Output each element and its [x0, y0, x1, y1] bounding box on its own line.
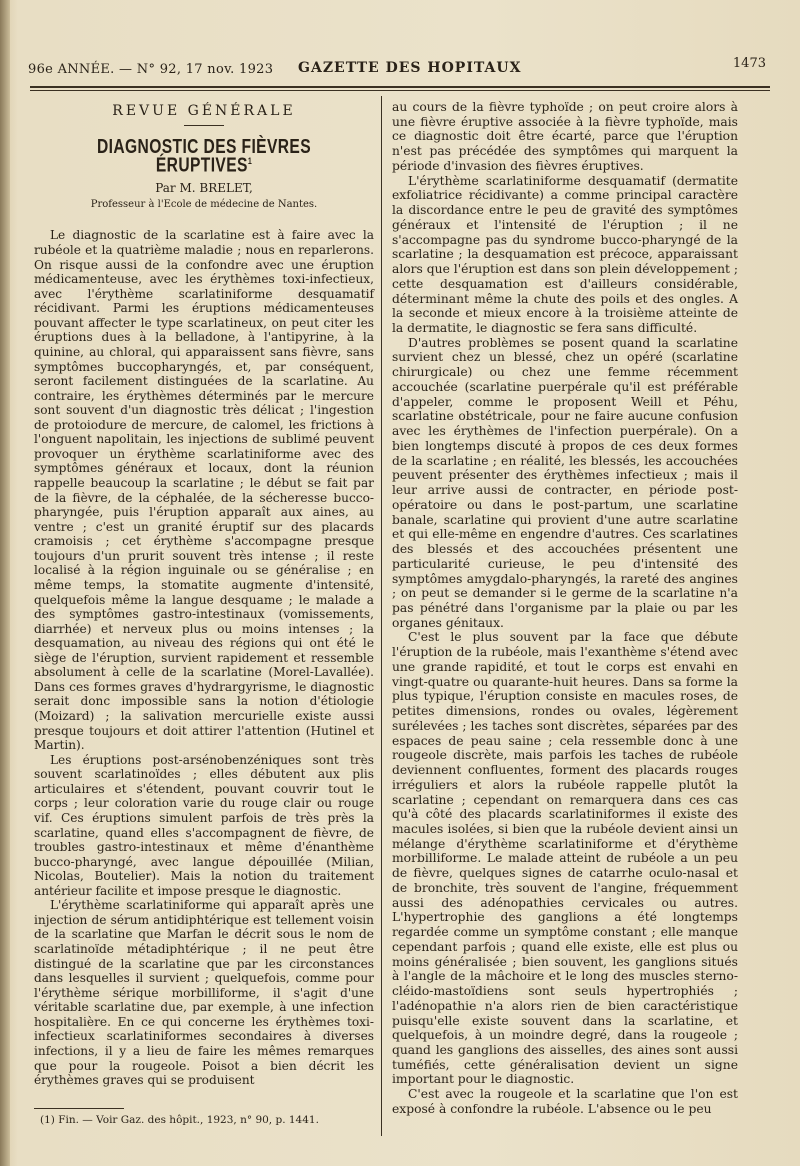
- footnote: (1) Fin. — Voir Gaz. des hôpit., 1923, n° 90, p. 1441.: [40, 1114, 319, 1126]
- section-title: REVUE GÉNÉRALE: [112, 103, 296, 119]
- paragraph: Le diagnostic de la scarlatine est à faire avec la rubéole et la quatrième maladie ; nous en reparlerons. On risque aussi de la confondre avec une éruption médicamenteuse, avec les érythèmes toxi-infectieux, avec l'érythème scarlatiniforme desquamatif récidivant. Parmi les éruptions médicamenteuses pouvant affecter le type scarlatineux, on peut citer les éruptions dues à la belladone, à l'antipyrine, à la quinine, au chloral, qui apparaissent sans fièvre, sans symptômes buccopharyngés, et, par conséquent, seront facilement distinguées de la scarlatine. Au contraire, les érythèmes déterminés par le mercure sont souvent d'un diagnostic très délicat ; l'ingestion de protoiodure de mercure, de calomel, les frictions à l'onguent napolitain, les injections de sublimé peuvent provoquer un érythème scarlatiniforme avec des symptômes généraux et locaux, dont la réunion rappelle beaucoup la scarlatine ; le début se fait par de la fièvre, de la céphalée, de la sécheresse bucco-pharyngée, puis l'éruption apparaît aux aines, au ventre ; c'est un granité éruptif sur des placards cramoisis ; cet érythème s'accompagne presque toujours d'un prurit souvent très intense ; il reste localisé à la région inguinale ou se généralise ; en même temps, la stomatite augmente d'intensité, quelquefois même la langue desquame ; le malade a des symptômes gastro-intestinaux (vomissements, diarrhée) et nerveux plus ou moins intenses ; la desquamation, au niveau des régions qui ont été le siège de l'éruption, survient rapidement et ressemble absolument à celle de la scarlatine (Morel-Lavallée). Dans ces formes graves d'hydrargyrisme, le diagnostic serait donc impossible sans la notion d'étiologie (Moizard) ; la salivation mercurielle existe aussi presque toujours et doit attirer l'attention (Hutinel et Martin).: [34, 228, 374, 753]
- author: Par M. BRELET,: [155, 181, 253, 196]
- article-title-text: DIAGNOSTIC DES FIÈVRES ÉRUPTIVES: [96, 135, 312, 177]
- journal-name: GAZETTE DES HOPITAUX: [298, 60, 522, 76]
- paragraph: D'autres problèmes se posent quand la scarlatine survient chez un blessé, chez un opéré (scarlatine chirurgicale) ou chez une femme récemment accouchée (scarlatine puerpérale qu'il est préférable d'appeler, comme le proposent Weill et Péhu, scarlatine obstétricale, pour ne faire aucune confusion avec les érythèmes de l'infection puerpérale). On a bien longtemps discuté à propos de ces deux formes de la scarlatine ; en réalité, les blessés, les accouchées peuvent présenter des érythèmes infectieux ; mais il leur arrive aussi de contracter, en période post-opératoire ou dans le post-partum, une scarlatine banale, scarlatine qui provient d'une autre scarlatine et qui elle-même en engendre d'autres. Ces scarlatines des blessés et des accouchées présentent une particularité curieuse, le peu d'intensité des symptômes amygdalo-pharyngés, la rareté des angines ; on peut se demander si le germe de la scarlatine n'a pas pénétré dans l'organisme par la plaie ou par les organes génitaux.: [392, 335, 738, 630]
- paragraph: L'érythème scarlatiniforme desquamatif (dermatite exfoliatrice récidivante) a comme principal caractère la discordance entre le peu de gravité des symptômes généraux et l'intensité de l'éruption ; il ne s'accompagne pas du syndrome bucco-pharyngé de la scarlatine ; la desquamation est précoce, apparaissant alors que l'éruption est dans son plein développement ; cette desquamation est d'ailleurs considérable, déterminant même la chute des poils et des ongles. A la seconde et mieux encore à la troisième atteinte de la dermatite, le diagnostic se fera sans difficulté.: [392, 173, 738, 336]
- paragraph: C'est le plus souvent par la face que débute l'éruption de la rubéole, mais l'exanthème s'étend avec une grande rapidité, et tout le corps est envahi en vingt-quatre ou quarante-huit heures. Dans sa forme la plus typique, l'éruption consiste en macules roses, de petites dimensions, rondes ou ovales, légèrement surélevées ; les taches sont discrètes, séparées par des espaces de peau saine ; cela ressemble donc à une rougeole discrète, mais parfois les taches de rubéole deviennent confluentes, forment des placards rouges irréguliers et alors la rubéole rappelle plutôt la scarlatine ; cependant on remarquera dans ces cas qu'à côté des placards scarlatiniformes il existe des macules isolées, si bien que la rubéole devient ainsi un mélange d'érythème scarlatiniforme et d'érythème morbilliforme. Le malade atteint de rubéole a un peu de fièvre, quelques signes de catarrhe oculo-nasal et de bronchite, très souvent de l'angine, fréquemment aussi des adénopathies cervicales ou autres. L'hypertrophie des ganglions a été longtemps regardée comme un symptôme constant ; elle manque cependant parfois ; quand elle existe, elle est plus ou moins généralisée ; bien souvent, les ganglions situés à l'angle de la mâchoire et le long des muscles sterno-cléido-mastoïdiens sont seuls hypertrophiés ; l'adénopathie n'a alors rien de bien caractéristique puisqu'elle existe souvent dans la scarlatine, et quelquefois, à un moindre degré, dans la rougeole ; quand les ganglions des aisselles, des aines sont aussi tuméfiés, cette généralisation devient un signe important pour le diagnostic.: [392, 630, 738, 1087]
- header-rule-thin: [30, 90, 770, 91]
- author-affiliation: Professeur à l'Ecole de médecine de Nantes.: [90, 198, 318, 210]
- issue-info: 96e ANNÉE. — N° 92, 17 nov. 1923: [28, 62, 274, 77]
- left-column: [34, 100, 374, 1088]
- article-title: [71, 135, 336, 177]
- paragraph: C'est avec la rougeole et la scarlatine que l'on est exposé à confondre la rubéole. L'absence ou le peu: [392, 1087, 738, 1116]
- header-rule: [30, 86, 770, 88]
- paragraph: L'érythème scarlatiniforme qui apparaît après une injection de sérum antidiphtérique est tellement voisin de la scarlatine que Marfan le décrit sous le nom de scarlatinoïde métadiphtérique ; il ne peut être distingué de la scarlatine que par les circonstances dans lesquelles il survient ; quelquefois, comme pour l'érythème sérique morbilliforme, il s'agit d'une véritable scarlatine due, par exemple, à une infection hospitalière. En ce qui concerne les érythèmes toxi-infectieux scarlatiniformes secondaires à diverses infections, il y a lieu de faire les mêmes remarques que pour la rougeole. Poisot a bien décrit les érythèmes graves qui se produisent: [34, 898, 374, 1088]
- paragraph: au cours de la fièvre typhoïde ; on peut croire alors à une fièvre éruptive associée à la fièvre typhoïde, mais ce diagnostic doit être écarté, parce que l'éruption n'est pas précédée des symptômes qui marquent la période d'invasion des fièvres éruptives.: [392, 100, 738, 173]
- title-separator: [184, 125, 224, 126]
- page-header: [28, 52, 770, 82]
- footnote-ref: 1: [247, 156, 253, 167]
- column-divider: [381, 96, 382, 1136]
- binding-edge: [0, 0, 10, 1166]
- right-column: [392, 100, 738, 1117]
- page-number: 1473: [732, 56, 766, 71]
- footnote-rule: [34, 1108, 124, 1109]
- paragraph: Les éruptions post-arsénobenzéniques sont très souvent scarlatinoïdes ; elles débutent aux plis articulaires et s'étendent, pouvant couvrir tout le corps ; leur coloration varie du rouge clair ou rouge vif. Ces éruptions simulent parfois de très près la scarlatine, quand elles s'accompagnent de fièvre, de troubles gastro-intestinaux et même d'énanthème bucco-pharyngé, avec langue dépouillée (Milian, Nicolas, Boutelier). Mais la notion du traitement antérieur facilite et impose presque le diagnostic.: [34, 752, 374, 898]
